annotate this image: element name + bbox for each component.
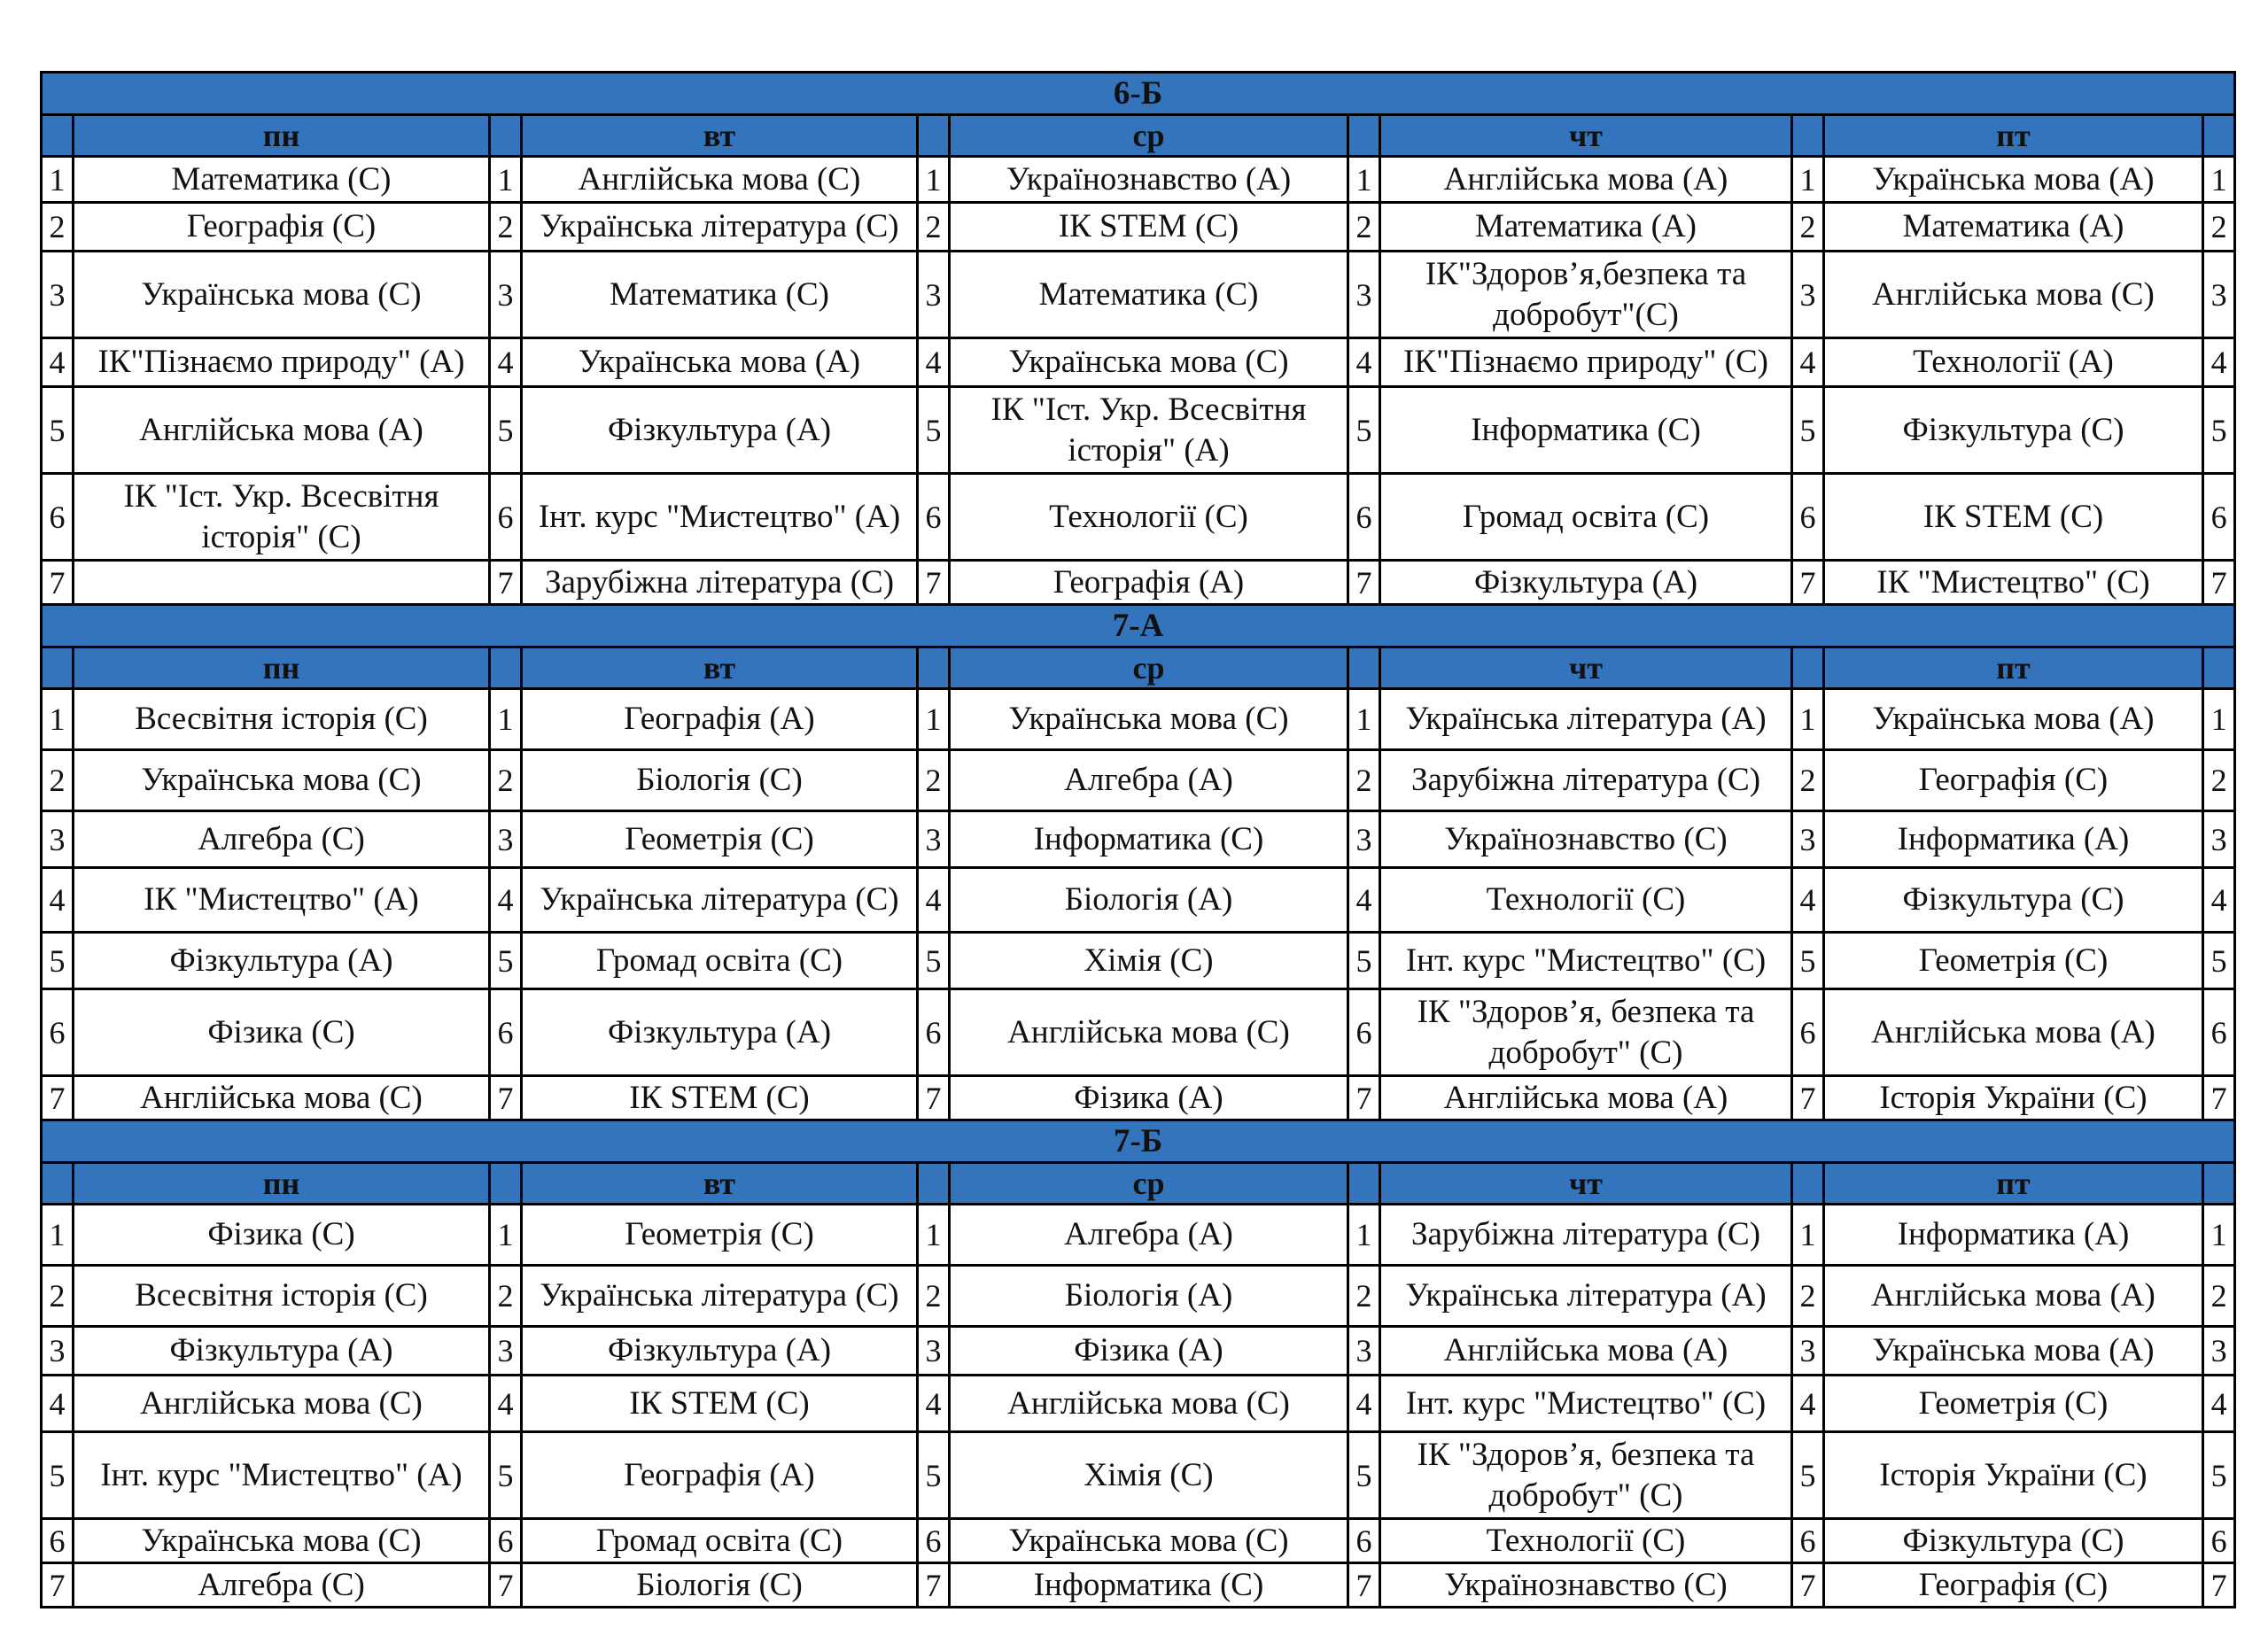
- spacer-cell: [2203, 115, 2235, 157]
- lesson-cell: Англійська мова (А): [1824, 989, 2203, 1076]
- lesson-cell: Технології (А): [1824, 338, 2203, 387]
- lesson-number: 4: [918, 1376, 950, 1432]
- lesson-row: [42, 1563, 2235, 1608]
- day-header: пн: [74, 115, 490, 157]
- lesson-number: 6: [1792, 1519, 1824, 1563]
- lesson-cell: Географія (А): [522, 1432, 918, 1519]
- lesson-cell: Фізкультура (С): [1824, 868, 2203, 933]
- lesson-number: 1: [1792, 1205, 1824, 1266]
- lesson-cell: ІК "Здоров’я, безпека та добробут" (С): [1380, 1432, 1792, 1519]
- corner-cell: [42, 115, 74, 157]
- lesson-cell: Інт. курс "Мистецтво" (А): [522, 474, 918, 561]
- lesson-cell: Фізика (А): [950, 1076, 1348, 1120]
- lesson-cell: Англійська мова (А): [1380, 1076, 1792, 1120]
- spacer-cell: [1348, 115, 1380, 157]
- lesson-cell: ІК STEM (С): [1824, 474, 2203, 561]
- lesson-cell: Англійська мова (С): [74, 1076, 490, 1120]
- lesson-number: 5: [490, 1432, 522, 1519]
- lesson-number: 2: [1348, 750, 1380, 811]
- lesson-number: 2: [1348, 203, 1380, 252]
- day-header: ср: [950, 647, 1348, 689]
- lesson-cell: Фізика (А): [950, 1327, 1348, 1376]
- lesson-row: [42, 1432, 2235, 1519]
- corner-cell: [42, 647, 74, 689]
- lesson-number: 6: [918, 989, 950, 1076]
- lesson-number: 3: [1348, 252, 1380, 338]
- lesson-cell: Фізкультура (А): [74, 933, 490, 989]
- lesson-row: [42, 989, 2235, 1076]
- lesson-cell: Англійська мова (С): [950, 989, 1348, 1076]
- lesson-cell: Біологія (С): [522, 1563, 918, 1608]
- lesson-cell: Інт. курс "Мистецтво" (С): [1380, 1376, 1792, 1432]
- lesson-row: [42, 338, 2235, 387]
- weekday-header-row: [42, 647, 2235, 689]
- lesson-row: [42, 1205, 2235, 1266]
- class-title: 7-А: [42, 605, 2235, 647]
- lesson-number: 4: [1348, 868, 1380, 933]
- lesson-row: [42, 1076, 2235, 1120]
- lesson-number: 6: [2203, 1519, 2235, 1563]
- lesson-row: [42, 750, 2235, 811]
- lesson-cell: Інформатика (С): [1380, 387, 1792, 474]
- lesson-number: 5: [2203, 387, 2235, 474]
- class-header-row: [42, 605, 2235, 647]
- class-title: 7-Б: [42, 1120, 2235, 1163]
- lesson-number: 1: [490, 1205, 522, 1266]
- day-header: чт: [1380, 1163, 1792, 1205]
- lesson-cell: Англійська мова (С): [74, 1376, 490, 1432]
- lesson-number: 2: [490, 750, 522, 811]
- lesson-cell: Українська література (С): [522, 868, 918, 933]
- lesson-cell: Зарубіжна література (С): [1380, 750, 1792, 811]
- lesson-number: 4: [1348, 338, 1380, 387]
- lesson-number: 6: [1348, 989, 1380, 1076]
- lesson-number: 2: [918, 1266, 950, 1327]
- lesson-number: 7: [1348, 1076, 1380, 1120]
- lesson-number: 2: [2203, 750, 2235, 811]
- lesson-number: 2: [1792, 1266, 1824, 1327]
- lesson-row: [42, 252, 2235, 338]
- lesson-cell: Англійська мова (С): [522, 157, 918, 203]
- lesson-row: [42, 561, 2235, 605]
- lesson-number: 5: [1348, 933, 1380, 989]
- lesson-number: 5: [490, 387, 522, 474]
- spacer-cell: [1792, 647, 1824, 689]
- lesson-number: 4: [42, 338, 74, 387]
- lesson-number: 7: [490, 1076, 522, 1120]
- lesson-number: 6: [42, 474, 74, 561]
- lesson-cell: Інформатика (А): [1824, 811, 2203, 868]
- day-header: пт: [1824, 647, 2203, 689]
- day-header: вт: [522, 647, 918, 689]
- lesson-number: 6: [490, 474, 522, 561]
- lesson-cell: Українська мова (А): [1824, 1327, 2203, 1376]
- lesson-cell: Технології (С): [950, 474, 1348, 561]
- lesson-row: [42, 933, 2235, 989]
- lesson-number: 4: [490, 1376, 522, 1432]
- lesson-cell: Українська мова (С): [74, 750, 490, 811]
- lesson-number: 3: [1348, 811, 1380, 868]
- lesson-cell: Математика (С): [522, 252, 918, 338]
- lesson-cell: Українська мова (С): [74, 252, 490, 338]
- lesson-cell: Алгебра (А): [950, 1205, 1348, 1266]
- lesson-cell: Математика (С): [74, 157, 490, 203]
- lesson-cell: Українська мова (С): [950, 338, 1348, 387]
- schedule-table: [40, 71, 2236, 1608]
- lesson-cell: ІК STEM (С): [522, 1076, 918, 1120]
- lesson-number: 1: [918, 689, 950, 750]
- lesson-number: 3: [42, 1327, 74, 1376]
- spacer-cell: [2203, 1163, 2235, 1205]
- spacer-cell: [1792, 115, 1824, 157]
- lesson-row: [42, 1376, 2235, 1432]
- lesson-number: 2: [42, 1266, 74, 1327]
- lesson-number: 4: [1348, 1376, 1380, 1432]
- lesson-row: [42, 1327, 2235, 1376]
- lesson-number: 7: [1792, 561, 1824, 605]
- lesson-number: 2: [42, 750, 74, 811]
- lesson-cell: Інформатика (С): [950, 811, 1348, 868]
- lesson-number: 1: [490, 689, 522, 750]
- lesson-number: 1: [2203, 689, 2235, 750]
- lesson-cell: ІК "Іст. Укр. Всесвітня історія" (А): [950, 387, 1348, 474]
- lesson-number: 4: [490, 338, 522, 387]
- lesson-cell: ІК"Здоров’я,безпека та добробут"(С): [1380, 252, 1792, 338]
- lesson-cell: Громад освіта (С): [1380, 474, 1792, 561]
- lesson-cell: Українська література (С): [522, 203, 918, 252]
- lesson-number: 2: [918, 750, 950, 811]
- weekday-header-row: [42, 1163, 2235, 1205]
- lesson-cell: Алгебра (С): [74, 1563, 490, 1608]
- lesson-number: 4: [2203, 868, 2235, 933]
- lesson-number: 1: [1792, 689, 1824, 750]
- lesson-cell: Англійська мова (А): [74, 387, 490, 474]
- lesson-cell: ІК "Мистецтво" (С): [1824, 561, 2203, 605]
- lesson-cell: Інформатика (А): [1824, 1205, 2203, 1266]
- lesson-number: 1: [918, 1205, 950, 1266]
- lesson-cell: Математика (С): [950, 252, 1348, 338]
- lesson-number: 2: [918, 203, 950, 252]
- lesson-number: 3: [490, 1327, 522, 1376]
- lesson-cell: Алгебра (С): [74, 811, 490, 868]
- day-header: пн: [74, 1163, 490, 1205]
- lesson-cell: Історія України (С): [1824, 1432, 2203, 1519]
- lesson-number: 6: [918, 1519, 950, 1563]
- lesson-cell: Українознавство (А): [950, 157, 1348, 203]
- lesson-number: 5: [42, 933, 74, 989]
- lesson-row: [42, 1266, 2235, 1327]
- lesson-number: 6: [2203, 474, 2235, 561]
- spacer-cell: [1792, 1163, 1824, 1205]
- lesson-number: 5: [490, 933, 522, 989]
- lesson-cell: Всесвітня історія (С): [74, 689, 490, 750]
- lesson-cell: Українська мова (А): [1824, 157, 2203, 203]
- lesson-cell: Хімія (С): [950, 1432, 1348, 1519]
- lesson-number: 2: [2203, 1266, 2235, 1327]
- lesson-number: 4: [42, 868, 74, 933]
- lesson-cell: Географія (С): [1824, 750, 2203, 811]
- day-header: чт: [1380, 647, 1792, 689]
- lesson-number: 3: [1348, 1327, 1380, 1376]
- lesson-number: 2: [2203, 203, 2235, 252]
- day-header: пн: [74, 647, 490, 689]
- lesson-number: 1: [918, 157, 950, 203]
- day-header: чт: [1380, 115, 1792, 157]
- lesson-number: 1: [42, 689, 74, 750]
- lesson-cell: ІК "Здоров’я, безпека та добробут" (С): [1380, 989, 1792, 1076]
- lesson-number: 5: [2203, 1432, 2235, 1519]
- lesson-cell: Геометрія (С): [1824, 933, 2203, 989]
- lesson-number: 6: [1348, 1519, 1380, 1563]
- lesson-cell: Географія (А): [950, 561, 1348, 605]
- lesson-number: 7: [1792, 1076, 1824, 1120]
- lesson-number: 7: [2203, 561, 2235, 605]
- schedule-page: [40, 71, 2233, 1608]
- lesson-cell: ІК"Пізнаємо природу" (С): [1380, 338, 1792, 387]
- lesson-number: 4: [918, 338, 950, 387]
- lesson-number: 7: [42, 561, 74, 605]
- lesson-cell: Алгебра (А): [950, 750, 1348, 811]
- lesson-cell: ІК "Іст. Укр. Всесвітня історія" (С): [74, 474, 490, 561]
- lesson-number: 6: [1792, 989, 1824, 1076]
- spacer-cell: [490, 1163, 522, 1205]
- weekday-header-row: [42, 115, 2235, 157]
- lesson-number: 4: [2203, 338, 2235, 387]
- lesson-cell: Фізкультура (А): [522, 387, 918, 474]
- lesson-number: 1: [1348, 689, 1380, 750]
- spacer-cell: [918, 647, 950, 689]
- lesson-number: 7: [1792, 1563, 1824, 1608]
- lesson-cell: Технології (С): [1380, 1519, 1792, 1563]
- lesson-number: 3: [918, 252, 950, 338]
- lesson-cell: Географія (А): [522, 689, 918, 750]
- lesson-cell: ІК STEM (С): [522, 1376, 918, 1432]
- lesson-number: 7: [1348, 561, 1380, 605]
- lesson-number: 1: [1792, 157, 1824, 203]
- lesson-cell: Інт. курс "Мистецтво" (А): [74, 1432, 490, 1519]
- spacer-cell: [490, 115, 522, 157]
- lesson-number: 2: [1792, 203, 1824, 252]
- lesson-number: 6: [490, 989, 522, 1076]
- lesson-cell: Українська мова (С): [74, 1519, 490, 1563]
- lesson-cell: Географія (С): [74, 203, 490, 252]
- day-header: вт: [522, 115, 918, 157]
- lesson-number: 4: [1792, 868, 1824, 933]
- lesson-number: 2: [42, 203, 74, 252]
- lesson-number: 4: [918, 868, 950, 933]
- lesson-number: 7: [42, 1563, 74, 1608]
- lesson-number: 7: [490, 1563, 522, 1608]
- lesson-cell: Інформатика (С): [950, 1563, 1348, 1608]
- lesson-number: 1: [2203, 157, 2235, 203]
- lesson-cell: Англійська мова (А): [1380, 157, 1792, 203]
- lesson-number: 6: [42, 1519, 74, 1563]
- lesson-number: 5: [918, 933, 950, 989]
- lesson-cell: Математика (А): [1824, 203, 2203, 252]
- lesson-cell: Українська література (А): [1380, 1266, 1792, 1327]
- lesson-number: 5: [918, 387, 950, 474]
- lesson-number: 5: [1792, 1432, 1824, 1519]
- lesson-number: 7: [490, 561, 522, 605]
- lesson-cell: Всесвітня історія (С): [74, 1266, 490, 1327]
- lesson-number: 3: [2203, 1327, 2235, 1376]
- day-header: пт: [1824, 1163, 2203, 1205]
- lesson-cell: Фізика (С): [74, 989, 490, 1076]
- lesson-cell: Зарубіжна література (С): [522, 561, 918, 605]
- lesson-number: 4: [1792, 1376, 1824, 1432]
- lesson-cell: Історія України (С): [1824, 1076, 2203, 1120]
- lesson-number: 6: [2203, 989, 2235, 1076]
- lesson-number: 7: [918, 561, 950, 605]
- lesson-cell: Геометрія (С): [1824, 1376, 2203, 1432]
- lesson-row: [42, 868, 2235, 933]
- lesson-number: 4: [490, 868, 522, 933]
- lesson-number: 2: [1348, 1266, 1380, 1327]
- lesson-number: 3: [42, 252, 74, 338]
- lesson-number: 6: [42, 989, 74, 1076]
- lesson-row: [42, 474, 2235, 561]
- spacer-cell: [2203, 647, 2235, 689]
- lesson-cell: Фізкультура (А): [522, 989, 918, 1076]
- lesson-cell: Хімія (С): [950, 933, 1348, 989]
- lesson-cell: Фізика (С): [74, 1205, 490, 1266]
- lesson-cell: Геометрія (С): [522, 811, 918, 868]
- lesson-cell: Англійська мова (С): [1824, 252, 2203, 338]
- day-header: ср: [950, 1163, 1348, 1205]
- lesson-number: 7: [918, 1563, 950, 1608]
- lesson-cell: Географія (С): [1824, 1563, 2203, 1608]
- lesson-number: 2: [1792, 750, 1824, 811]
- lesson-cell: Англійська мова (С): [950, 1376, 1348, 1432]
- lesson-number: 2: [490, 1266, 522, 1327]
- day-header: ср: [950, 115, 1348, 157]
- lesson-number: 4: [1792, 338, 1824, 387]
- lesson-cell: ІК"Пізнаємо природу" (А): [74, 338, 490, 387]
- lesson-number: 4: [42, 1376, 74, 1432]
- lesson-number: 5: [42, 1432, 74, 1519]
- lesson-number: 1: [42, 157, 74, 203]
- spacer-cell: [1348, 647, 1380, 689]
- lesson-number: 5: [1348, 1432, 1380, 1519]
- lesson-number: 3: [918, 811, 950, 868]
- lesson-cell: Інт. курс "Мистецтво" (С): [1380, 933, 1792, 989]
- lesson-number: 5: [1792, 933, 1824, 989]
- lesson-cell: Українознавство (С): [1380, 811, 1792, 868]
- lesson-number: 5: [1792, 387, 1824, 474]
- lesson-cell: Англійська мова (А): [1824, 1266, 2203, 1327]
- lesson-number: 3: [2203, 252, 2235, 338]
- lesson-number: 7: [1348, 1563, 1380, 1608]
- lesson-number: 2: [490, 203, 522, 252]
- lesson-cell: ІК STEM (С): [950, 203, 1348, 252]
- lesson-cell: Фізкультура (А): [522, 1327, 918, 1376]
- lesson-number: 5: [2203, 933, 2235, 989]
- lesson-cell: Українська література (А): [1380, 689, 1792, 750]
- lesson-number: 7: [2203, 1563, 2235, 1608]
- lesson-cell: Українська мова (А): [1824, 689, 2203, 750]
- lesson-cell: Українська мова (А): [522, 338, 918, 387]
- spacer-cell: [918, 1163, 950, 1205]
- lesson-number: 3: [1792, 1327, 1824, 1376]
- lesson-cell: Біологія (С): [522, 750, 918, 811]
- lesson-number: 7: [42, 1076, 74, 1120]
- lesson-cell: Українознавство (С): [1380, 1563, 1792, 1608]
- day-header: вт: [522, 1163, 918, 1205]
- lesson-cell: Математика (А): [1380, 203, 1792, 252]
- lesson-number: 4: [2203, 1376, 2235, 1432]
- spacer-cell: [490, 647, 522, 689]
- lesson-number: 6: [490, 1519, 522, 1563]
- day-header: пт: [1824, 115, 2203, 157]
- lesson-cell: [74, 561, 490, 605]
- class-title: 6-Б: [42, 73, 2235, 115]
- lesson-number: 3: [918, 1327, 950, 1376]
- lesson-cell: Біологія (А): [950, 1266, 1348, 1327]
- lesson-number: 3: [1792, 811, 1824, 868]
- lesson-number: 3: [2203, 811, 2235, 868]
- lesson-number: 6: [918, 474, 950, 561]
- lesson-number: 5: [1348, 387, 1380, 474]
- lesson-cell: Геометрія (С): [522, 1205, 918, 1266]
- lesson-number: 3: [490, 252, 522, 338]
- lesson-number: 1: [1348, 157, 1380, 203]
- lesson-number: 6: [1348, 474, 1380, 561]
- lesson-number: 5: [42, 387, 74, 474]
- lesson-cell: Біологія (А): [950, 868, 1348, 933]
- lesson-cell: Українська мова (С): [950, 1519, 1348, 1563]
- lesson-number: 5: [918, 1432, 950, 1519]
- lesson-cell: Англійська мова (А): [1380, 1327, 1792, 1376]
- spacer-cell: [918, 115, 950, 157]
- lesson-number: 6: [1792, 474, 1824, 561]
- lesson-number: 1: [1348, 1205, 1380, 1266]
- lesson-cell: Громад освіта (С): [522, 933, 918, 989]
- lesson-cell: Зарубіжна література (С): [1380, 1205, 1792, 1266]
- lesson-row: [42, 203, 2235, 252]
- lesson-row: [42, 811, 2235, 868]
- lesson-cell: Фізкультура (А): [1380, 561, 1792, 605]
- lesson-number: 3: [42, 811, 74, 868]
- lesson-number: 3: [490, 811, 522, 868]
- class-header-row: [42, 73, 2235, 115]
- lesson-row: [42, 689, 2235, 750]
- spacer-cell: [1348, 1163, 1380, 1205]
- lesson-cell: Українська література (С): [522, 1266, 918, 1327]
- lesson-number: 1: [42, 1205, 74, 1266]
- lesson-number: 1: [490, 157, 522, 203]
- lesson-row: [42, 157, 2235, 203]
- lesson-cell: Фізкультура (С): [1824, 387, 2203, 474]
- lesson-number: 7: [2203, 1076, 2235, 1120]
- lesson-cell: Технології (С): [1380, 868, 1792, 933]
- lesson-cell: Громад освіта (С): [522, 1519, 918, 1563]
- lesson-number: 1: [2203, 1205, 2235, 1266]
- lesson-cell: ІК "Мистецтво" (А): [74, 868, 490, 933]
- lesson-number: 3: [1792, 252, 1824, 338]
- class-header-row: [42, 1120, 2235, 1163]
- lesson-row: [42, 1519, 2235, 1563]
- corner-cell: [42, 1163, 74, 1205]
- lesson-cell: Фізкультура (С): [1824, 1519, 2203, 1563]
- lesson-row: [42, 387, 2235, 474]
- lesson-number: 7: [918, 1076, 950, 1120]
- lesson-cell: Фізкультура (А): [74, 1327, 490, 1376]
- lesson-cell: Українська мова (С): [950, 689, 1348, 750]
